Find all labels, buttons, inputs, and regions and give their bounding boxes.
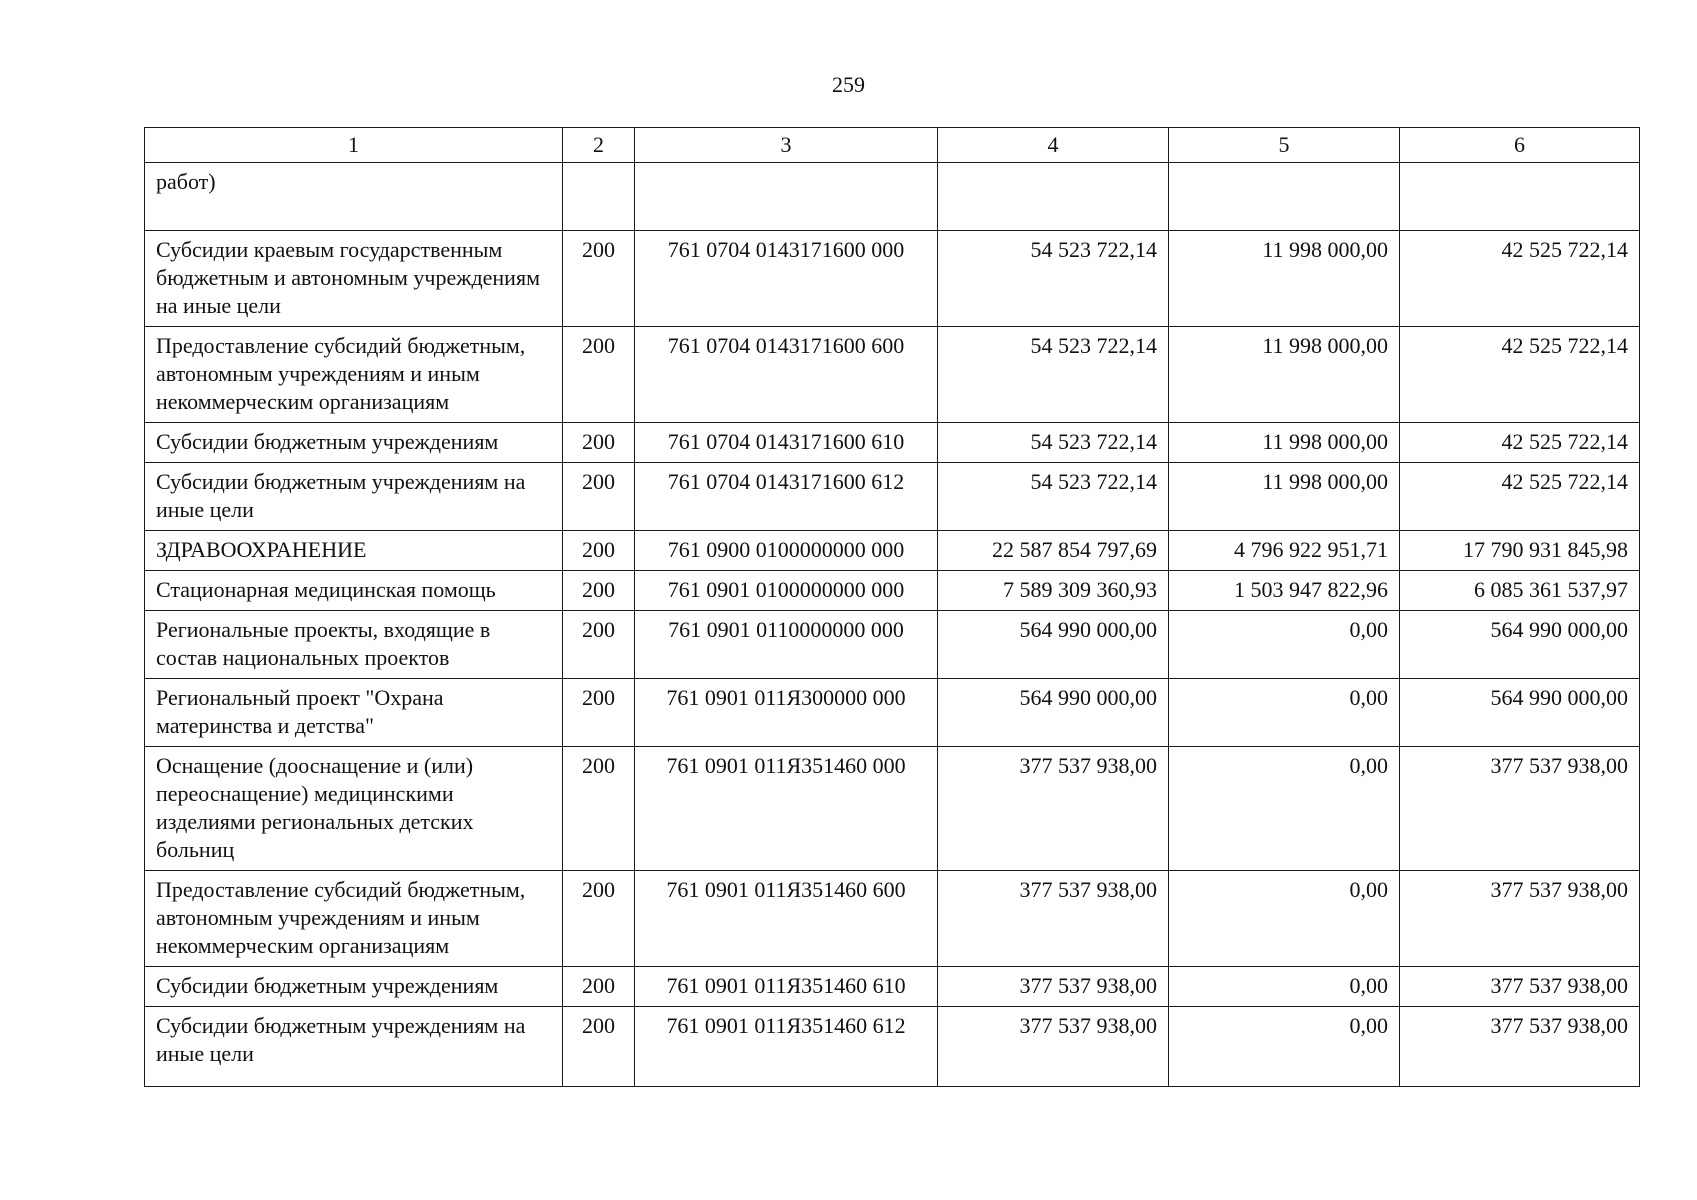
row-value-5: 11 998 000,00 <box>1169 463 1400 531</box>
table-row <box>145 327 1640 423</box>
row-name: Оснащение (дооснащение и (или) переоснащение) медицинскими изделиями региональных детских больниц <box>145 747 563 871</box>
row-value-5: 0,00 <box>1169 611 1400 679</box>
row-value-6: 377 537 938,00 <box>1400 747 1640 871</box>
row-code: 761 0704 0143171600 610 <box>635 423 938 463</box>
row-value-4: 377 537 938,00 <box>938 1007 1169 1087</box>
row-code: 761 0900 0100000000 000 <box>635 531 938 571</box>
row-value-5: 0,00 <box>1169 967 1400 1007</box>
row-value-5: 1 503 947 822,96 <box>1169 571 1400 611</box>
row-value-4 <box>938 163 1169 231</box>
row-code: 761 0901 011Я351460 600 <box>635 871 938 967</box>
row-value-4: 377 537 938,00 <box>938 747 1169 871</box>
column-header-6: 6 <box>1400 128 1640 163</box>
row-column-2: 200 <box>563 327 635 423</box>
row-name: Стационарная медицинская помощь <box>145 571 563 611</box>
row-value-4: 54 523 722,14 <box>938 423 1169 463</box>
row-value-5: 4 796 922 951,71 <box>1169 531 1400 571</box>
column-header-5: 5 <box>1169 128 1400 163</box>
row-column-2: 200 <box>563 747 635 871</box>
row-column-2: 200 <box>563 1007 635 1087</box>
row-value-5: 0,00 <box>1169 1007 1400 1087</box>
row-value-5: 11 998 000,00 <box>1169 231 1400 327</box>
table-row <box>145 871 1640 967</box>
row-value-5 <box>1169 163 1400 231</box>
row-value-6: 42 525 722,14 <box>1400 423 1640 463</box>
row-code: 761 0901 011Я351460 000 <box>635 747 938 871</box>
row-column-2 <box>563 163 635 231</box>
row-column-2: 200 <box>563 463 635 531</box>
column-header-4: 4 <box>938 128 1169 163</box>
row-value-6 <box>1400 163 1640 231</box>
table-row <box>145 967 1640 1007</box>
column-header-1: 1 <box>145 128 563 163</box>
row-value-4: 564 990 000,00 <box>938 679 1169 747</box>
header-row <box>145 128 1640 163</box>
row-name: Субсидии бюджетным учреждениям на иные цели <box>145 1007 563 1087</box>
row-name: Субсидии бюджетным учреждениям <box>145 967 563 1007</box>
row-value-5: 0,00 <box>1169 679 1400 747</box>
row-code: 761 0901 011Я351460 612 <box>635 1007 938 1087</box>
row-name: ЗДРАВООХРАНЕНИЕ <box>145 531 563 571</box>
row-column-2: 200 <box>563 679 635 747</box>
row-value-5: 0,00 <box>1169 871 1400 967</box>
column-header-2: 2 <box>563 128 635 163</box>
row-code: 761 0704 0143171600 600 <box>635 327 938 423</box>
table-row <box>145 463 1640 531</box>
table-row <box>145 423 1640 463</box>
row-name: Региональный проект "Охрана материнства и детства" <box>145 679 563 747</box>
row-column-2: 200 <box>563 611 635 679</box>
budget-table <box>144 127 1640 1087</box>
table-row <box>145 1007 1640 1087</box>
row-value-4: 54 523 722,14 <box>938 327 1169 423</box>
row-value-5: 0,00 <box>1169 747 1400 871</box>
row-value-6: 42 525 722,14 <box>1400 231 1640 327</box>
row-value-5: 11 998 000,00 <box>1169 327 1400 423</box>
column-header-3: 3 <box>635 128 938 163</box>
row-name: Предоставление субсидий бюджетным, автономным учреждениям и иным некоммерческим организациям <box>145 327 563 423</box>
table-row <box>145 571 1640 611</box>
row-value-6: 17 790 931 845,98 <box>1400 531 1640 571</box>
table-row <box>145 231 1640 327</box>
row-value-6: 42 525 722,14 <box>1400 327 1640 423</box>
row-value-6: 42 525 722,14 <box>1400 463 1640 531</box>
row-code: 761 0901 0100000000 000 <box>635 571 938 611</box>
table-row <box>145 163 1640 231</box>
row-value-6: 564 990 000,00 <box>1400 611 1640 679</box>
table-row <box>145 747 1640 871</box>
row-column-2: 200 <box>563 871 635 967</box>
page-number: 259 <box>832 72 865 97</box>
row-value-4: 377 537 938,00 <box>938 871 1169 967</box>
row-name: Предоставление субсидий бюджетным, автономным учреждениям и иным некоммерческим организациям <box>145 871 563 967</box>
table-row <box>145 679 1640 747</box>
row-name: Субсидии бюджетным учреждениям на иные цели <box>145 463 563 531</box>
row-name: Региональные проекты, входящие в состав национальных проектов <box>145 611 563 679</box>
row-name: Субсидии краевым государственным бюджетным и автономным учреждениям на иные цели <box>145 231 563 327</box>
row-value-4: 377 537 938,00 <box>938 967 1169 1007</box>
row-value-6: 377 537 938,00 <box>1400 1007 1640 1087</box>
row-column-2: 200 <box>563 231 635 327</box>
row-code: 761 0901 011Я300000 000 <box>635 679 938 747</box>
row-code: 761 0704 0143171600 612 <box>635 463 938 531</box>
row-column-2: 200 <box>563 531 635 571</box>
row-value-4: 54 523 722,14 <box>938 463 1169 531</box>
table-row <box>145 531 1640 571</box>
row-value-4: 7 589 309 360,93 <box>938 571 1169 611</box>
row-value-4: 564 990 000,00 <box>938 611 1169 679</box>
row-value-5: 11 998 000,00 <box>1169 423 1400 463</box>
row-column-2: 200 <box>563 571 635 611</box>
row-value-6: 6 085 361 537,97 <box>1400 571 1640 611</box>
row-value-6: 377 537 938,00 <box>1400 967 1640 1007</box>
table-body <box>145 163 1640 1087</box>
row-value-6: 377 537 938,00 <box>1400 871 1640 967</box>
row-name: Субсидии бюджетным учреждениям <box>145 423 563 463</box>
row-value-4: 54 523 722,14 <box>938 231 1169 327</box>
row-code <box>635 163 938 231</box>
row-value-6: 564 990 000,00 <box>1400 679 1640 747</box>
row-code: 761 0901 0110000000 000 <box>635 611 938 679</box>
row-name: работ) <box>145 163 563 231</box>
row-code: 761 0704 0143171600 000 <box>635 231 938 327</box>
table-row <box>145 611 1640 679</box>
row-column-2: 200 <box>563 967 635 1007</box>
row-column-2: 200 <box>563 423 635 463</box>
row-code: 761 0901 011Я351460 610 <box>635 967 938 1007</box>
row-value-4: 22 587 854 797,69 <box>938 531 1169 571</box>
